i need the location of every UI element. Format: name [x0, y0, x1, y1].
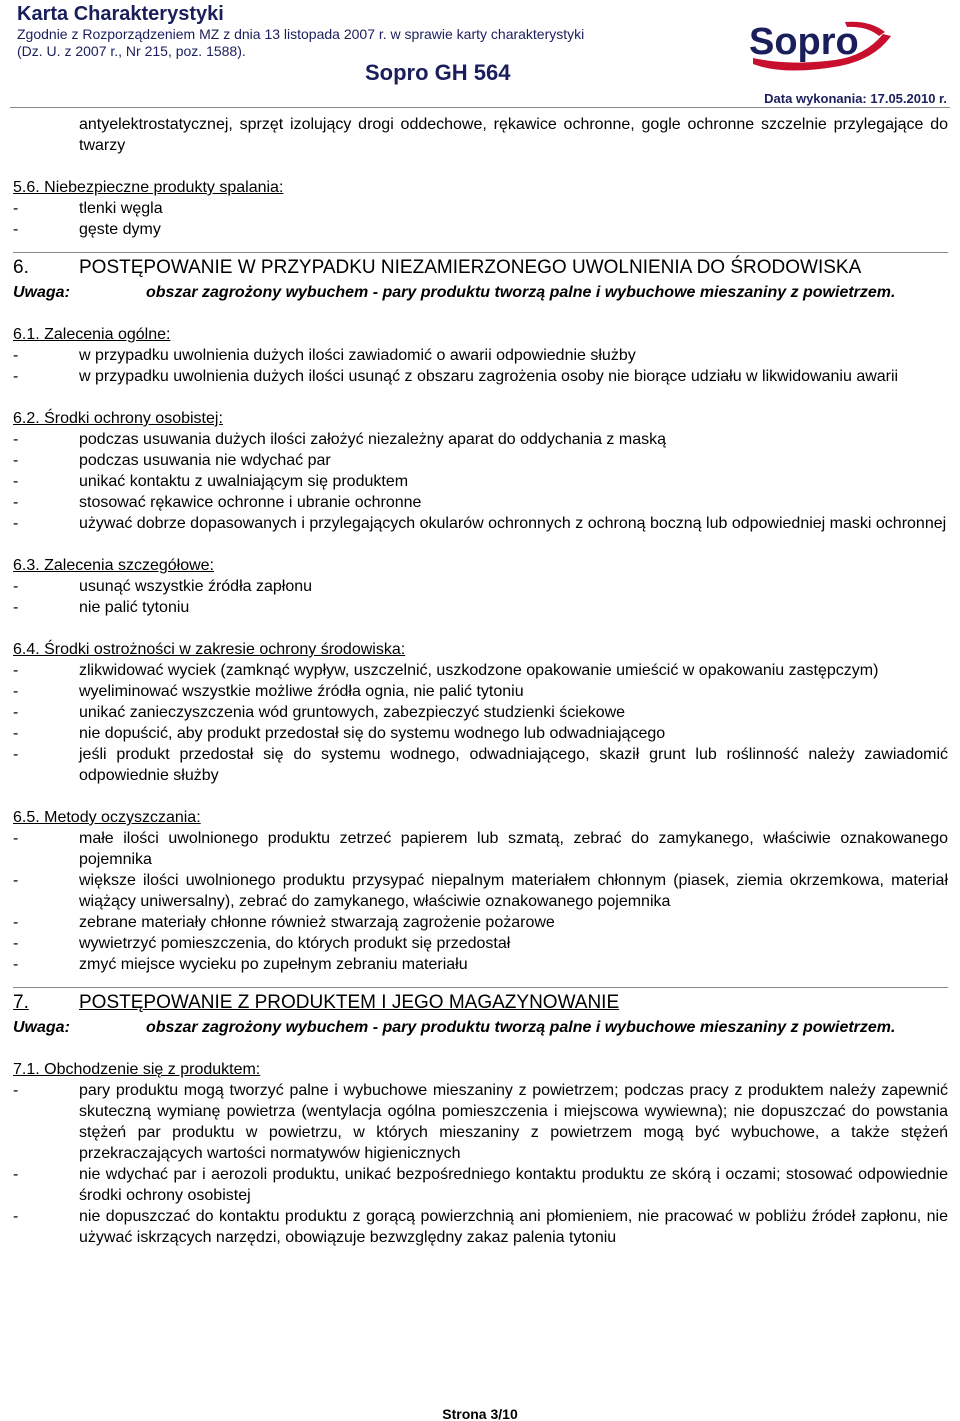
list-item-text: pary produktu mogą tworzyć palne i wybuchowe mieszaniny z powietrzem; podczas pracy z produktem należy zapewnić skuteczną wymianę powietrza (wentylacja ogólna pomieszczenia i miejscowa wywiewna); nie dopuszczać do powstania stężeń par produktu w powietrzu, w których mieszaniny z powietrzem mogą być wybuchowe, a także stężeń przekraczających wartości normatywów higienicznych: [79, 1082, 948, 1162]
subsection-heading-5-6: 5.6. Niebezpieczne produkty spalania:: [13, 179, 284, 196]
warning-label: Uwaga:: [13, 1019, 70, 1036]
list-item-text: nie palić tytoniu: [79, 599, 190, 616]
svg-text:Sopro: Sopro: [749, 21, 859, 63]
list-item: - jeśli produkt przedostał się do systemu wodnego, odwadniającego, skaził grunt lub roślinność należy zawiadomić odpowiednie służby: [13, 746, 948, 784]
subsection-heading-7-1: 7.1. Obchodzenie się z produktem:: [13, 1061, 261, 1078]
list-item: - tlenki węgla: [13, 200, 163, 217]
document-header: [17, 2, 657, 60]
section-number: 7.: [13, 992, 29, 1013]
warning-text: obszar zagrożony wybuchem - pary produktu tworzą palne i wybuchowe mieszaniny z powietrzem.: [146, 284, 896, 301]
list-item-text: nie dopuścić, aby produkt przedostał się do systemu wodnego lub odwadniającego: [79, 725, 666, 742]
list-item-text: jeśli produkt przedostał się do systemu wodnego, odwadniającego, skaził grunt lub roślinność należy zawiadomić odpowiednie służby: [79, 746, 948, 784]
document-title: Karta Charakterystyki: [17, 3, 224, 25]
list-item-text: zlikwidować wyciek (zamknąć wypływ, uszczelnić, uszkodzone opakowanie umieścić w opakowaniu zastępczym): [79, 662, 879, 679]
subsection-heading-6-1: 6.1. Zalecenia ogólne:: [13, 326, 171, 343]
subsection-heading-6-2: 6.2. Środki ochrony osobistej:: [13, 410, 223, 427]
list-item-text: nie wdychać par i aerozoli produktu, unikać bezpośredniego kontaktu produktu ze skórą i oczami; stosować odpowiednie środki ochrony osobistej: [79, 1166, 948, 1204]
list-item: - nie dopuścić, aby produkt przedostał się do systemu wodnego lub odwadniającego: [13, 725, 666, 742]
list-item: - zmyć miejsce wycieku po zupełnym zebraniu materiału: [13, 956, 468, 973]
list-item: - podczas usuwania dużych ilości założyć niezależny aparat do oddychania z maską: [13, 431, 666, 448]
subsection-heading-6-3: 6.3. Zalecenia szczegółowe:: [13, 557, 214, 574]
list-item: - unikać zanieczyszczenia wód gruntowych, zabezpieczyć studzienki ściekowe: [13, 704, 626, 721]
section-number: 6.: [13, 257, 29, 278]
list-item-text: stosować rękawice ochronne i ubranie ochronne: [79, 494, 422, 511]
page-number: Strona 3/10: [442, 1406, 518, 1421]
list-item: - nie palić tytoniu: [13, 599, 190, 616]
list-item: - używać dobrze dopasowanych i przylegających okularów ochronnych z ochroną boczną lub odpowiedniej maski ochronnej: [13, 515, 947, 532]
list-item: - zebrane materiały chłonne również stwarzają zagrożenie pożarowe: [13, 914, 555, 931]
subsection-heading-6-5: 6.5. Metody oczyszczania:: [13, 809, 201, 826]
list-item-text: tlenki węgla: [79, 200, 163, 217]
list-item-text: małe ilości uwolnionego produktu zetrzeć papierem lub szmatą, zebrać do zamykanego, właściwie oznakowanego pojemnika: [79, 830, 948, 868]
header-divider: [10, 107, 950, 108]
page-content: [13, 114, 948, 1248]
product-name: Sopro GH 564: [365, 60, 511, 85]
list-item: - pary produktu mogą tworzyć palne i wybuchowe mieszaniny z powietrzem; podczas pracy z produktem należy zapewnić skuteczną wymianę powietrza (wentylacja ogólna pomieszczenia i miejscowa wywiewna); nie dopuszczać do powstania stężeń par produktu w powietrzu, w których mieszaniny z powietrzem mogą być wybuchowe, a także stężeń przekraczających wartości normatywów higienicznych: [13, 1082, 948, 1162]
list-item-text: unikać zanieczyszczenia wód gruntowych, zabezpieczyć studzienki ściekowe: [79, 704, 626, 721]
subsection-heading-6-4: 6.4. Środki ostrożności w zakresie ochrony środowiska:: [13, 641, 406, 658]
list-item: - stosować rękawice ochronne i ubranie ochronne: [13, 494, 422, 511]
list-item: - zlikwidować wyciek (zamknąć wypływ, uszczelnić, uszkodzone opakowanie umieścić w opakowaniu zastępczym): [13, 662, 879, 679]
section-heading-6: [13, 252, 948, 280]
list-item: - większe ilości uwolnionego produktu przysypać niepalnym materiałem chłonnym (piasek, ziemia okrzemkowa, materiał wiążący uniwersalny), zebrać do zamykanego, właściwie oznakowanego pojemnika: [13, 872, 948, 910]
section-heading-7: [13, 987, 948, 1015]
list-item-text: usunąć wszystkie źródła zapłonu: [79, 578, 313, 595]
list-item: - nie dopuszczać do kontaktu produktu z gorącą powierzchnią ani płomieniem, nie pracować w pobliżu źródeł zapłonu, nie używać iskrzących narzędzi, obowiązuje bezwzględny zakaz palenia tytoniu: [13, 1208, 948, 1246]
list-item-text: gęste dymy: [79, 221, 161, 238]
list-item: - wywietrzyć pomieszczenia, do których produkt się przedostał: [13, 935, 511, 952]
list-item: - podczas usuwania nie wdychać par: [13, 452, 331, 469]
list-item: - w przypadku uwolnienia dużych ilości zawiadomić o awarii odpowiednie służby: [13, 347, 636, 364]
warning-text: obszar zagrożony wybuchem - pary produktu tworzą palne i wybuchowe mieszaniny z powietrzem.: [146, 1019, 896, 1036]
list-item: - usunąć wszystkie źródła zapłonu: [13, 578, 313, 595]
issue-date: Data wykonania: 17.05.2010 r.: [764, 91, 947, 106]
regulation-line-1: Zgodnie z Rozporządzeniem MZ z dnia 13 listopada 2007 r. w sprawie karty charakterystyki: [17, 26, 585, 42]
list-item-text: unikać kontaktu z uwalniającym się produktem: [79, 473, 409, 490]
list-item-text: nie dopuszczać do kontaktu produktu z gorącą powierzchnią ani płomieniem, nie pracować w pobliżu źródeł zapłonu, nie używać iskrzących narzędzi, obowiązuje bezwzględny zakaz palenia tytoniu: [79, 1208, 948, 1246]
list-item-text: zebrane materiały chłonne również stwarzają zagrożenie pożarowe: [79, 914, 555, 931]
list-item: - unikać kontaktu z uwalniającym się produktem: [13, 473, 409, 490]
list-item: - gęste dymy: [13, 221, 161, 238]
list-item: - małe ilości uwolnionego produktu zetrzeć papierem lub szmatą, zebrać do zamykanego, właściwie oznakowanego pojemnika: [13, 830, 948, 868]
list-item-text: w przypadku uwolnienia dużych ilości zawiadomić o awarii odpowiednie służby: [79, 347, 636, 364]
section-title: POSTĘPOWANIE Z PRODUKTEM I JEGO MAGAZYNOWANIE: [79, 992, 620, 1013]
list-item-text: używać dobrze dopasowanych i przylegających okularów ochronnych z ochroną boczną lub odpowiedniej maski ochronnej: [79, 515, 947, 532]
list-item-text: wyeliminować wszystkie możliwe źródła ognia, nie palić tytoniu: [79, 683, 524, 700]
warning-note: [13, 1017, 948, 1038]
list-item: - wyeliminować wszystkie możliwe źródła ognia, nie palić tytoniu: [13, 683, 524, 700]
list-item: - nie wdychać par i aerozoli produktu, unikać bezpośredniego kontaktu produktu ze skórą i oczami; stosować odpowiednie środki ochrony osobistej: [13, 1166, 948, 1204]
regulation-line-2: (Dz. U. z 2007 r., Nr 215, poz. 1588).: [17, 43, 246, 59]
list-item-text: podczas usuwania nie wdychać par: [79, 452, 331, 469]
continuation-text: antyelektrostatycznej, sprzęt izolujący drogi oddechowe, rękawice ochronne, gogle ochronne szczelnie przylegające do twarzy: [79, 116, 948, 154]
list-item-text: większe ilości uwolnionego produktu przysypać niepalnym materiałem chłonnym (piasek, ziemia okrzemkowa, materiał wiążący uniwersalny), zebrać do zamykanego, właściwie oznakowanego pojemnika: [79, 872, 948, 910]
list-item-text: wywietrzyć pomieszczenia, do których produkt się przedostał: [79, 935, 511, 952]
warning-label: Uwaga:: [13, 284, 70, 301]
list-item-text: podczas usuwania dużych ilości założyć niezależny aparat do oddychania z maską: [79, 431, 666, 448]
list-item-text: zmyć miejsce wycieku po zupełnym zebraniu materiału: [79, 956, 468, 973]
warning-note: [13, 282, 948, 303]
sopro-logo: [745, 14, 895, 74]
section-title: POSTĘPOWANIE W PRZYPADKU NIEZAMIERZONEGO UWOLNIENIA DO ŚRODOWISKA: [79, 257, 862, 278]
list-item-text: w przypadku uwolnienia dużych ilości usunąć z obszaru zagrożenia osoby nie biorące udziału w likwidowaniu awarii: [79, 368, 899, 385]
list-item: - w przypadku uwolnienia dużych ilości usunąć z obszaru zagrożenia osoby nie biorące udziału w likwidowaniu awarii: [13, 368, 899, 385]
